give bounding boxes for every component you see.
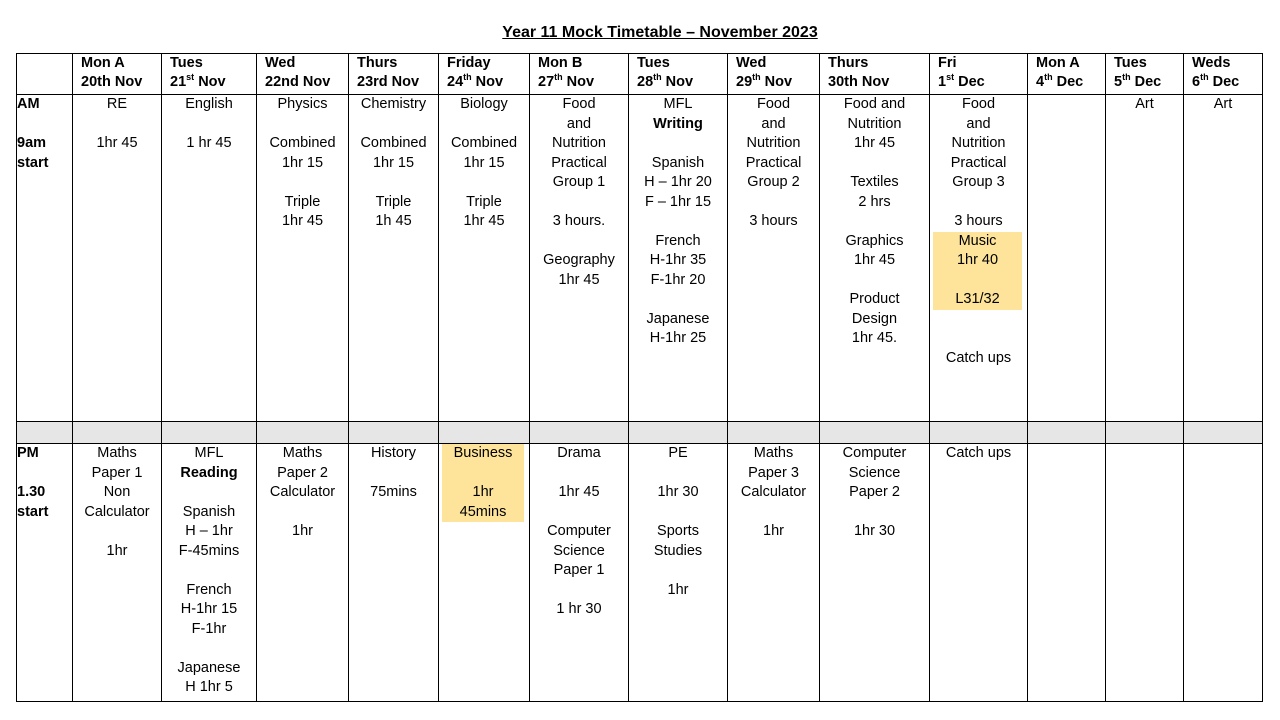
exam-line: 1hr 40: [956, 252, 999, 268]
am-exam-cell: [349, 95, 439, 422]
day-header: [820, 54, 930, 95]
exam-line: Studies: [653, 542, 703, 559]
day-name: Wed: [736, 55, 767, 71]
day-header: [257, 54, 349, 95]
exam-line: [162, 483, 256, 503]
day-month: Nov: [114, 74, 143, 90]
exam-line: Computer: [842, 445, 907, 461]
exam-line: 1hr 45: [96, 135, 138, 151]
exam-line: French: [655, 232, 701, 249]
break-cell: [17, 422, 73, 444]
exam-line: H – 1hr: [185, 523, 233, 539]
exam-line: H-1hr 25: [649, 330, 707, 346]
pm-exam-cell: [820, 444, 930, 702]
exam-line: 1hr 45: [853, 135, 896, 151]
exam-line: Food and: [843, 96, 906, 112]
exam-line: [820, 503, 929, 523]
session-label-line: [17, 115, 72, 135]
exam-line: 1hr: [292, 523, 313, 539]
exam-line: Combined: [269, 135, 336, 151]
date-suffix: st: [186, 72, 195, 83]
day-name: Mon A: [1036, 55, 1080, 71]
exam-line: [530, 193, 628, 213]
day-date: 29: [736, 74, 753, 90]
exam-line: Drama: [557, 445, 601, 461]
exam-line: Catch ups: [945, 445, 1012, 461]
date-suffix: th: [463, 72, 472, 83]
date-suffix: th: [554, 72, 563, 83]
exam-line: [257, 503, 348, 523]
day-month: Nov: [198, 74, 226, 90]
day-date: 6: [1192, 74, 1201, 90]
am-exam-cell: [1028, 95, 1106, 422]
break-cell: [349, 422, 439, 444]
timetable: [16, 53, 1263, 702]
pm-exam-cell: [257, 444, 349, 702]
exam-line: Sports: [657, 523, 699, 539]
exam-line: [933, 271, 1022, 291]
day-month: Dec: [1056, 74, 1084, 90]
exam-line: [530, 232, 628, 252]
day-date: 21: [170, 74, 187, 90]
day-date: 1: [938, 74, 947, 90]
highlight-wrap: [930, 232, 1027, 310]
exam-line: Catch ups: [945, 349, 1012, 366]
exam-line: 75mins: [370, 484, 417, 500]
exam-line: 1hr: [472, 484, 494, 500]
day-month: Nov: [475, 74, 504, 90]
page-title: Year 11 Mock Timetable – November 2023: [502, 24, 818, 41]
exam-line: 1hr: [763, 523, 784, 539]
exam-line: Triple: [284, 193, 321, 210]
exam-line: History: [370, 445, 417, 461]
corner-cell: [17, 54, 73, 95]
exam-line: Practical: [551, 154, 607, 171]
date-suffix: th: [653, 72, 662, 83]
exam-line: Art: [1213, 96, 1233, 112]
exam-line: H-1hr 15: [180, 601, 238, 617]
exam-line: Chemistry: [360, 96, 427, 112]
session-label-line: [17, 464, 72, 484]
exam-line: Science: [848, 464, 901, 481]
day-date: 30th: [828, 74, 858, 90]
day-date: 28: [637, 74, 654, 90]
day-header: [930, 54, 1028, 95]
am-exam-cell: [73, 95, 162, 422]
date-suffix: st: [946, 72, 955, 83]
exam-line: [629, 561, 727, 581]
exam-line: [820, 212, 929, 232]
session-label-line: start: [17, 154, 49, 171]
exam-line: Reading: [180, 464, 238, 481]
am-exam-cell: [1106, 95, 1184, 422]
day-header: [349, 54, 439, 95]
am-exam-cell: [257, 95, 349, 422]
exam-line: [349, 173, 438, 193]
day-header: [1184, 54, 1263, 95]
exam-line: [73, 115, 161, 135]
day-date: 4: [1036, 74, 1045, 90]
exam-line: [820, 271, 929, 291]
exam-line: Japanese: [177, 659, 241, 676]
exam-line: Music: [958, 232, 997, 249]
pm-exam-cell: [349, 444, 439, 702]
exam-line: [728, 193, 819, 213]
exam-line: Science: [553, 542, 605, 559]
exam-line: [629, 503, 727, 523]
date-suffix: th: [1044, 72, 1053, 83]
exam-line: 2 hrs: [858, 193, 891, 210]
exam-line: [162, 639, 256, 659]
am-exam-cell: [1184, 95, 1263, 422]
am-exam-cell: [728, 95, 820, 422]
exam-line: 1 hr 30: [556, 601, 602, 617]
exam-line: PE: [668, 445, 688, 461]
break-cell: [530, 422, 629, 444]
day-month: Nov: [302, 74, 331, 90]
exam-line: Textiles: [850, 174, 899, 190]
day-month: Nov: [665, 74, 694, 90]
day-month: Nov: [391, 74, 420, 90]
day-header: [1028, 54, 1106, 95]
exam-line: Practical: [745, 154, 802, 171]
exam-line: 3 hours.: [552, 213, 606, 229]
exam-line: Geography: [543, 252, 615, 268]
exam-line: and: [966, 115, 991, 132]
break-cell: [728, 422, 820, 444]
exam-line: [820, 154, 929, 174]
date-suffix: th: [752, 72, 761, 83]
day-name: Mon B: [538, 55, 583, 71]
day-header: [439, 54, 530, 95]
exam-line: and: [761, 115, 786, 132]
exam-line: 1 hr 45: [186, 135, 232, 151]
exam-line: [530, 503, 628, 523]
pm-exam-cell: [439, 444, 530, 702]
exam-line: MFL: [663, 96, 693, 112]
exam-line: 1hr 30: [657, 484, 699, 500]
exam-line: [629, 212, 727, 232]
exam-line: [629, 464, 727, 484]
day-header: [73, 54, 162, 95]
day-name: Wed: [265, 55, 296, 71]
day-header: [162, 54, 257, 95]
day-date: 22nd: [265, 74, 299, 90]
session-label-line: start: [17, 503, 49, 520]
exam-line: Food: [961, 96, 996, 112]
exam-line: 1hr 15: [463, 154, 505, 171]
exam-line: 45mins: [459, 503, 507, 520]
day-header: [629, 54, 728, 95]
exam-line: [349, 464, 438, 484]
break-cell: [1106, 422, 1184, 444]
exam-line: [257, 173, 348, 193]
exam-line: 1h 45: [375, 213, 412, 229]
pm-exam-cell: [1184, 444, 1263, 702]
exam-line: F-1hr: [191, 620, 227, 637]
pm-row: [17, 444, 1263, 702]
pm-label-cell: [17, 444, 73, 702]
break-cell: [820, 422, 930, 444]
exam-line: Food: [562, 96, 596, 112]
exam-line: 1hr 45: [281, 213, 324, 229]
pm-exam-cell: [162, 444, 257, 702]
day-header: [1106, 54, 1184, 95]
exam-line: and: [566, 115, 592, 132]
exam-line: Maths: [282, 445, 323, 461]
pm-exam-cell: [530, 444, 629, 702]
exam-line: [629, 290, 727, 310]
day-header: [728, 54, 820, 95]
break-cell: [629, 422, 728, 444]
exam-line: Design: [851, 310, 898, 327]
exam-line: 1hr 45: [558, 271, 600, 288]
exam-line: [930, 310, 1027, 330]
exam-line: Triple: [375, 193, 412, 210]
exam-line: F – 1hr 15: [644, 193, 712, 210]
exam-line: Art: [1135, 96, 1154, 112]
exam-line: [349, 115, 438, 135]
break-row: [17, 422, 1263, 444]
day-date: 5: [1114, 74, 1123, 90]
exam-line: French: [186, 581, 232, 598]
day-name: Fri: [938, 55, 957, 71]
exam-line: Nutrition: [951, 135, 1006, 151]
exam-line: Paper 3: [748, 464, 799, 481]
exam-line: Practical: [950, 154, 1007, 171]
day-month: Nov: [764, 74, 793, 90]
day-name: Mon A: [81, 55, 125, 71]
day-name: Weds: [1192, 55, 1231, 71]
exam-line: L31/32: [955, 291, 1000, 307]
day-month: Nov: [566, 74, 595, 90]
exam-line: H – 1hr 20: [644, 174, 712, 190]
session-label-line: PM: [17, 445, 39, 461]
exam-line: Physics: [277, 96, 328, 112]
exam-line: H-1hr 35: [649, 252, 707, 268]
am-exam-cell: [629, 95, 728, 422]
exam-line: Computer: [547, 523, 611, 539]
break-cell: [930, 422, 1028, 444]
pm-exam-cell: [930, 444, 1028, 702]
exam-line: [629, 134, 727, 154]
day-name: Thurs: [828, 55, 869, 71]
exam-line: Paper 2: [277, 464, 328, 481]
exam-line: Spanish: [651, 154, 705, 171]
break-cell: [162, 422, 257, 444]
exam-line: Maths: [753, 445, 794, 461]
exam-line: Calculator: [84, 503, 150, 520]
exam-line: 1hr 30: [853, 523, 896, 539]
exam-line: 1hr: [106, 542, 128, 559]
exam-line: 1hr: [667, 581, 689, 598]
exam-line: [257, 115, 348, 135]
exam-line: 1hr 45.: [851, 330, 898, 346]
day-date: 24: [447, 74, 464, 90]
day-header: [530, 54, 629, 95]
day-month: Nov: [861, 74, 890, 90]
exam-line: Calculator: [740, 484, 807, 500]
exam-line: 1hr 45: [463, 213, 505, 229]
day-name: Tues: [1114, 55, 1147, 71]
am-exam-cell: [439, 95, 530, 422]
exam-line: Product: [849, 291, 900, 307]
exam-line: Paper 2: [849, 484, 900, 500]
date-suffix: th: [1122, 72, 1131, 83]
am-exam-cell: [530, 95, 629, 422]
day-date: 27: [538, 74, 555, 90]
pm-exam-cell: [728, 444, 820, 702]
exam-line: Paper 1: [91, 464, 143, 481]
highlighted-exam: [442, 444, 524, 522]
break-cell: [439, 422, 530, 444]
am-exam-cell: [820, 95, 930, 422]
day-name: Tues: [170, 55, 203, 71]
exam-line: [728, 503, 819, 523]
day-month: Dec: [958, 74, 985, 90]
exam-line: Non: [103, 484, 131, 500]
pm-exam-cell: [1106, 444, 1184, 702]
exam-line: Calculator: [269, 484, 336, 500]
pm-exam-cell: [1028, 444, 1106, 702]
session-label-line: 9am: [17, 135, 47, 151]
date-suffix: th: [1200, 72, 1209, 83]
exam-line: [930, 193, 1027, 213]
exam-line: [530, 581, 628, 601]
exam-line: Graphics: [845, 232, 904, 249]
day-name: Friday: [447, 55, 491, 71]
exam-line: [162, 561, 256, 581]
exam-line: Paper 1: [553, 562, 605, 578]
exam-line: F-45mins: [178, 542, 240, 559]
pm-exam-cell: [73, 444, 162, 702]
exam-line: Group 1: [552, 174, 606, 190]
exam-line: Writing: [653, 115, 703, 132]
exam-line: [439, 115, 529, 135]
highlight-wrap: [439, 444, 529, 522]
day-name: Tues: [637, 55, 670, 71]
exam-line: [930, 329, 1027, 349]
exam-line: 1hr 15: [372, 154, 415, 171]
exam-line: Combined: [450, 135, 518, 151]
exam-line: 1hr 45: [853, 252, 896, 268]
highlighted-exam: [933, 232, 1022, 310]
exam-line: H 1hr 5: [185, 679, 233, 695]
break-cell: [1184, 422, 1263, 444]
exam-line: Nutrition: [746, 135, 801, 151]
pm-exam-cell: [629, 444, 728, 702]
exam-line: Triple: [466, 193, 502, 210]
exam-line: Business: [453, 445, 513, 461]
am-exam-cell: [162, 95, 257, 422]
exam-line: Japanese: [646, 310, 710, 327]
exam-line: 3 hours: [954, 213, 1003, 229]
exam-line: 1hr 45: [558, 484, 600, 500]
exam-line: Biology: [460, 96, 508, 112]
day-date: 23rd: [357, 74, 388, 90]
exam-line: MFL: [194, 445, 224, 461]
exam-line: Nutrition: [847, 115, 902, 132]
am-exam-cell: [930, 95, 1028, 422]
exam-line: [162, 115, 256, 135]
break-cell: [73, 422, 162, 444]
exam-line: [442, 464, 524, 484]
am-row: [17, 95, 1263, 422]
header-row: [17, 54, 1263, 95]
exam-line: RE: [106, 96, 128, 112]
day-month: Dec: [1212, 74, 1240, 90]
day-name: Thurs: [357, 55, 398, 71]
exam-line: 3 hours: [749, 213, 798, 229]
exam-line: [73, 522, 161, 542]
break-cell: [1028, 422, 1106, 444]
exam-line: F-1hr 20: [650, 271, 706, 288]
break-cell: [257, 422, 349, 444]
exam-line: Maths: [97, 445, 137, 461]
exam-line: Group 3: [952, 174, 1005, 190]
exam-line: Nutrition: [552, 135, 606, 151]
session-label-line: 1.30: [17, 484, 46, 500]
exam-line: Group 2: [747, 174, 800, 190]
exam-line: Food: [756, 96, 791, 112]
exam-line: English: [185, 96, 233, 112]
day-month: Dec: [1134, 74, 1162, 90]
exam-line: 1hr 15: [281, 154, 324, 171]
am-label-cell: [17, 95, 73, 422]
exam-line: Combined: [360, 135, 427, 151]
exam-line: [530, 464, 628, 484]
exam-line: Spanish: [182, 503, 236, 520]
exam-line: [439, 173, 529, 193]
day-date: 20th: [81, 74, 111, 90]
session-label-line: AM: [17, 96, 40, 112]
